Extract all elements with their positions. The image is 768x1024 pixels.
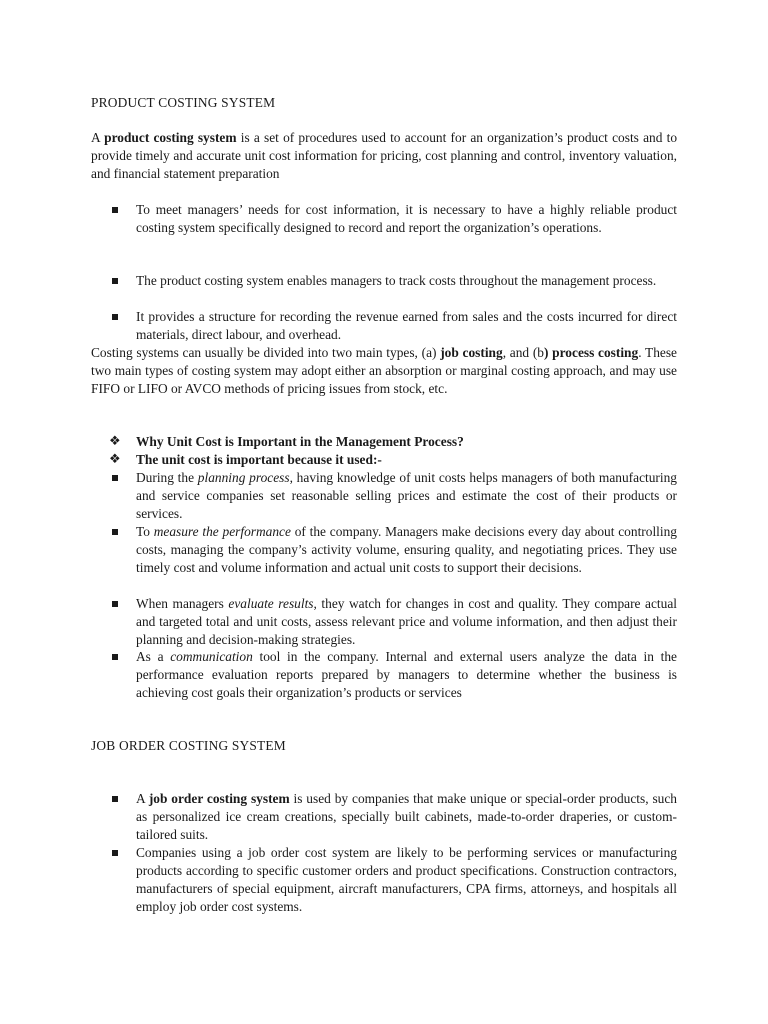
intro-rest: is a set of procedures used to account for an organization’s product costs and to provide timely and accurate unit cost information for pricing, cost planning and control, inventory valuation, and financial statement preparation — [91, 130, 678, 181]
bullet-job-order-users: Companies using a job order cost system are likely to be performing services or manufacturing products according to specific customer orders and product specifications. Construction contractors, manufacturers of special equipment, aircraft manufacturers, CPA firms, attorneys, and hospitals all employ job order cost systems. — [136, 845, 677, 914]
bullet-post: is used by companies that make unique or special-order products, such as personalized ice cream creations, specially built cabinets, made-to-order draperies, or custom-tailored suits. — [136, 791, 677, 842]
bullet-emphasis: planning process — [197, 470, 290, 485]
square-bullet-icon — [112, 278, 118, 284]
bullet-measure-performance — [136, 523, 677, 577]
question-heading: Why Unit Cost is Important in the Management Process? — [136, 434, 464, 449]
bullet-track-costs: The product costing system enables managers to track costs throughout the management process. — [136, 273, 657, 288]
square-bullet-icon — [112, 314, 118, 320]
bullet-post: , having knowledge of unit costs helps managers of both manufacturing and service companies set reasonable selling prices and estimate the cost of their products or services. — [136, 470, 677, 521]
square-bullet-icon — [112, 850, 118, 856]
types-process-costing: ) process costing — [543, 345, 639, 360]
intro-term: product costing system — [104, 130, 237, 145]
bullet-job-order-definition — [136, 790, 677, 844]
bullet-pre: A — [136, 791, 149, 806]
types-job-costing: job costing — [440, 345, 503, 360]
square-bullet-icon — [112, 601, 118, 607]
intro-lead: A — [91, 130, 105, 145]
types-text-1: Costing systems can usually be divided into two main types, (a) — [91, 345, 441, 360]
bullet-emphasis: communication — [170, 649, 253, 664]
bullet-pre: As a — [136, 649, 171, 664]
heading-job-order-costing-system: JOB ORDER COSTING SYSTEM — [91, 738, 286, 753]
costing-types-paragraph — [91, 344, 677, 398]
types-text-2: , and (b — [502, 345, 544, 360]
answer-heading: The unit cost is important because it used:- — [136, 452, 382, 467]
heading-product-costing-system: PRODUCT COSTING SYSTEM — [91, 95, 276, 110]
bullet-evaluate-results — [136, 595, 677, 649]
square-bullet-icon — [112, 475, 118, 481]
bullet-emphasis: evaluate results — [228, 596, 314, 611]
square-bullet-icon — [112, 529, 118, 535]
diamond-bullet-icon: ❖ — [109, 452, 121, 467]
bullet-emphasis: measure the performance — [153, 524, 291, 539]
bullet-post: , they watch for changes in cost and quality. They compare actual and targeted total and unit costs, assess relevant price and volume information, and then adjust their planning and decision-making strategies. — [136, 596, 677, 647]
bullet-planning-process — [136, 469, 677, 523]
types-text-3: . These two main types of costing system may adopt either an absorption or marginal costing approach, and may use FIFO or LIFO or AVCO methods of pricing issues from stock, etc. — [91, 345, 677, 396]
bullet-post: of the company. Managers make decisions every day about controlling costs, managing the company’s activity volume, ensuring quality, and negotiating prices. They use timely cost and volume information and actual unit costs to support their decisions. — [136, 524, 677, 575]
bullet-structure: It provides a structure for recording the revenue earned from sales and the costs incurred for direct materials, direct labour, and overhead. — [136, 309, 677, 342]
bullet-bold-term: job order costing system — [148, 791, 290, 806]
bullet-pre: To — [136, 524, 154, 539]
bullet-pre: During the — [136, 470, 198, 485]
bullet-post: tool in the company. Internal and external users analyze the data in the performance evaluation reports prepared by managers to determine whether the business is achieving cost goals their organization’s products or services — [136, 649, 677, 700]
bullet-cost-information: To meet managers’ needs for cost information, it is necessary to have a highly reliable product costing system specifically designed to record and report the organization’s operations. — [136, 202, 677, 235]
diamond-bullet-icon: ❖ — [109, 434, 121, 449]
square-bullet-icon — [112, 654, 118, 660]
bullet-communication — [136, 648, 677, 702]
intro-paragraph — [91, 129, 677, 183]
square-bullet-icon — [112, 796, 118, 802]
square-bullet-icon — [112, 207, 118, 213]
bullet-pre: When managers — [136, 596, 229, 611]
